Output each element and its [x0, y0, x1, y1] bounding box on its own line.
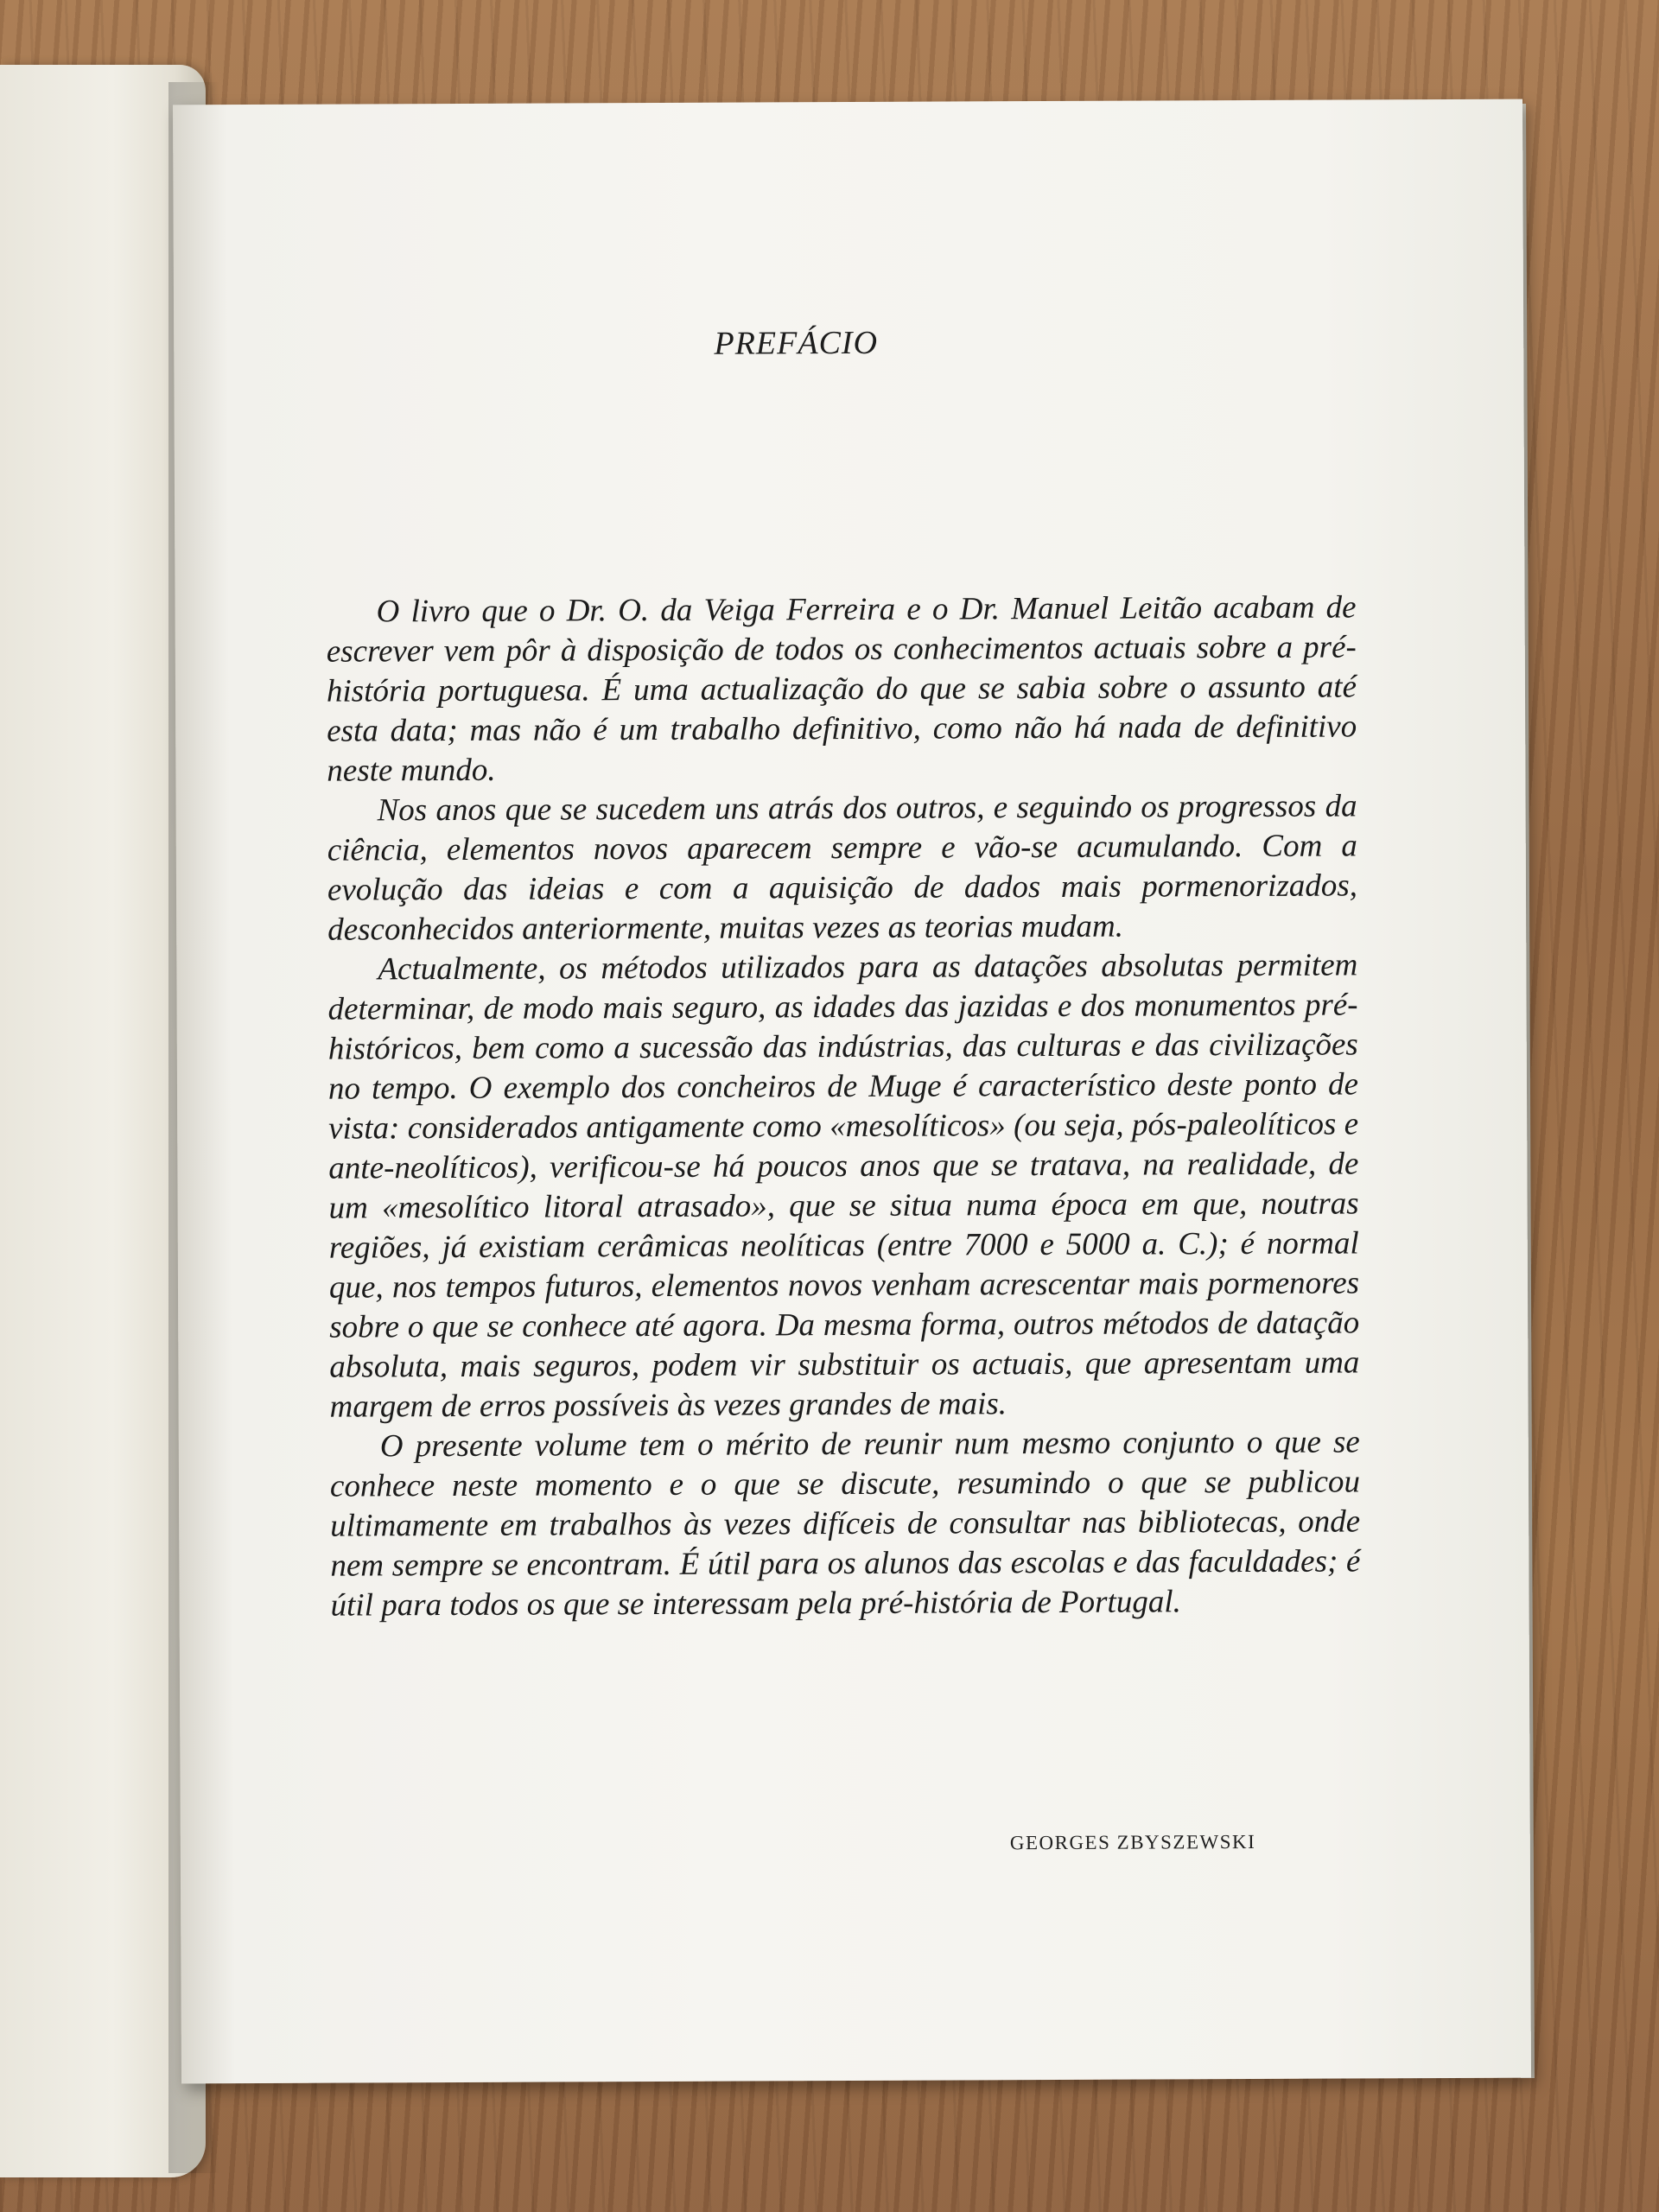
paragraph-2: Nos anos que se sucedem uns atrás dos outros, e seguindo os progressos da ciência, elementos novos aparecem sempre e vão-se acumulando. Com a evolução das ideias e com a aquisição de dados mais pormenorizados, desconhecidos anteriormente, muitas vezes as teorias mudam.: [327, 788, 1358, 948]
bleed-through-text: [7, 359, 12, 382]
paragraph-3: Actualmente, os métodos utilizados para as datações absolutas permitem determinar, de modo mais seguro, as idades das jazidas e dos monumentos pré-históricos, bem como a sucessão das indústrias, das culturas e das civilizações no tempo. O exemplo dos concheiros de Muge é característico deste ponto de vista: considerados antigamente como «mesolíticos» (ou seja, pós-paleolíticos e ante-neolíticos), verificou-se há poucos anos que se tratava, na realidade, de um «mesolítico litoral atrasado», que se situa numa época em que, noutras regiões, já existiam cerâmicas neolíticas (entre 7000 e 5000 a. C.); é normal que, nos tempos futuros, elementos novos venham acrescentar mais pormenores sobre o que se conhece até agora. Da mesma forma, outros métodos de datação absoluta, mais seguros, podem vir substituir os actuais, que apresentam uma margem de erros possíveis às vezes grandes de mais.: [327, 947, 1360, 1425]
preface-body: [326, 588, 1360, 1625]
paragraph-4: O presente volume tem o mérito de reunir num mesmo conjunto o que se conhece neste momento e o que se discute, resumindo o que se publicou ultimamente em trabalhos às vezes difíceis de consultar nas bibliotecas, onde nem sempre se encontram. É útil para os alunos das escolas e das faculdades; é útil para todos os que se interessam pela pré-história de Portugal.: [329, 1424, 1361, 1624]
author-signature: GEORGES ZBYSZEWSKI: [1009, 1830, 1256, 1854]
paragraph-1: O livro que o Dr. O. da Veiga Ferreira e o Dr. Manuel Leitão acabam de escrever vem pôr à disposição de todos os conhecimentos actuais sobre a pré-história portuguesa. É uma actualização do que se sabia sobre o assunto até esta data; mas não é um trabalho definitivo, como não há nada de definitivo neste mundo.: [326, 589, 1357, 789]
right-page: [173, 99, 1531, 2084]
page-title: PREFÁCIO: [714, 324, 879, 362]
